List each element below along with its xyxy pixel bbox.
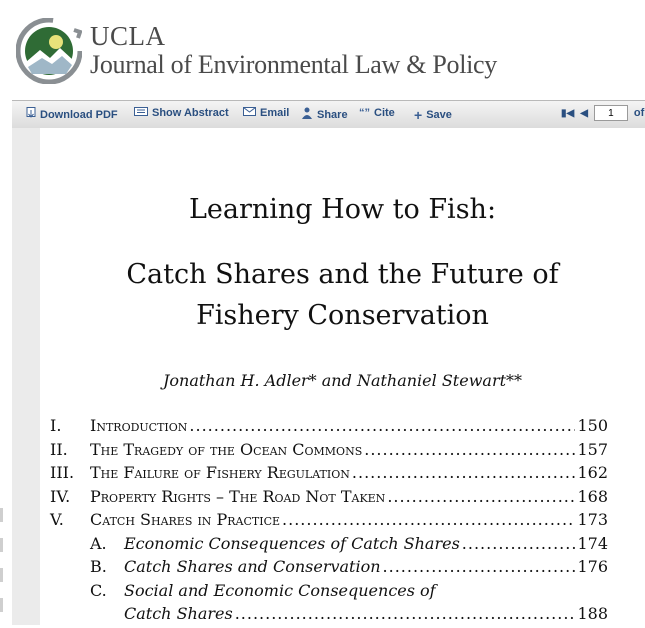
share-icon [301,107,313,122]
toc-page: 157 [577,439,608,459]
page-of-label: of [633,107,645,119]
show-abstract-button[interactable] [134,107,229,119]
toc-leader [352,463,576,482]
edge-marker [0,538,3,552]
toc-leader [189,416,575,435]
table-of-contents [50,416,608,628]
toc-subtitle: Catch Shares [124,604,233,623]
cite-label: Cite [374,107,395,119]
toc-leader [387,487,575,506]
toc-subrow [50,557,608,581]
download-icon [26,107,36,122]
plus-icon: + [414,107,423,123]
toc-title: Introduction [90,416,188,435]
toc-leader [235,604,576,623]
email-label: Email [260,107,290,119]
toc-title: Catch Shares in Practice [90,510,281,529]
toc-subrow-continued [50,604,608,628]
article-title-line-1: Learning How to Fish: [188,194,497,225]
journal-logo-icon [16,18,82,84]
toc-row [50,487,608,511]
toc-title: The Failure of Fishery Regulation [90,463,350,482]
toc-row [50,440,608,464]
toc-subrow [50,581,608,605]
toc-subtitle: Catch Shares and Conservation [124,557,381,576]
toc-number: II. [50,439,68,459]
toc-title: The Tragedy of the Ocean Commons [90,439,363,459]
article-title [40,254,645,336]
page-number-input[interactable] [594,105,628,121]
toc-letter: B. [90,557,107,576]
edge-marker [0,568,3,582]
toc-page: 173 [577,510,608,529]
cite-button[interactable] [359,107,395,119]
toc-subtitle: Economic Consequences of Catch Shares [124,533,460,553]
download-pdf-button[interactable] [26,107,118,122]
toc-subtitle: Social and Economic Consequences of [124,580,436,600]
toc-number: V. [50,510,64,529]
toc-page: 168 [577,486,608,506]
abstract-icon [134,107,148,119]
toc-page: 188 [577,604,608,623]
pdf-page [40,128,645,625]
show-abstract-label: Show Abstract [152,107,229,119]
first-page-icon[interactable]: ▮◀ [561,107,575,119]
page-navigator [561,105,644,121]
toc-title: Property Rights – The Road Not Taken [90,486,386,506]
toc-leader [383,557,576,576]
authors: Jonathan H. Adler* and Nathaniel Stewart** [162,371,523,390]
journal-header [0,0,645,98]
edge-marker [0,508,3,522]
toc-leader [282,510,575,529]
left-edge [0,98,12,625]
toc-row [50,463,608,487]
toc-page: 150 [577,416,608,435]
toc-leader [364,440,575,459]
article-title-line-2: Catch Shares and the Future of [126,259,559,290]
toc-number: IV. [50,486,71,506]
edge-marker [0,598,3,612]
journal-name [90,22,497,80]
article-title-line-3: Fishery Conservation [196,300,489,331]
brand-line-2: Journal of Environmental Law & Policy [90,50,497,79]
previous-page-icon[interactable]: ◀ [580,107,588,119]
save-label: Save [426,109,452,121]
toc-letter: A. [90,533,107,553]
toc-page: 174 [577,533,608,553]
email-button[interactable] [243,107,289,119]
share-button[interactable] [301,107,348,122]
download-pdf-label: Download PDF [40,108,118,121]
brand-line-1: UCLA [90,21,166,51]
share-label: Share [317,108,348,121]
toc-row [50,416,608,440]
quote-icon: “” [359,107,370,119]
toc-number: I. [50,416,62,435]
toc-page: 176 [577,557,608,576]
toc-leader [462,534,576,553]
envelope-icon [243,107,256,119]
toc-number: III. [50,463,75,482]
toc-page: 162 [577,463,608,482]
save-button[interactable] [414,107,452,123]
pdf-toolbar [12,100,645,129]
toc-row [50,510,608,534]
toc-subrow [50,534,608,558]
document-viewer[interactable] [12,128,645,625]
toc-letter: C. [90,580,107,600]
